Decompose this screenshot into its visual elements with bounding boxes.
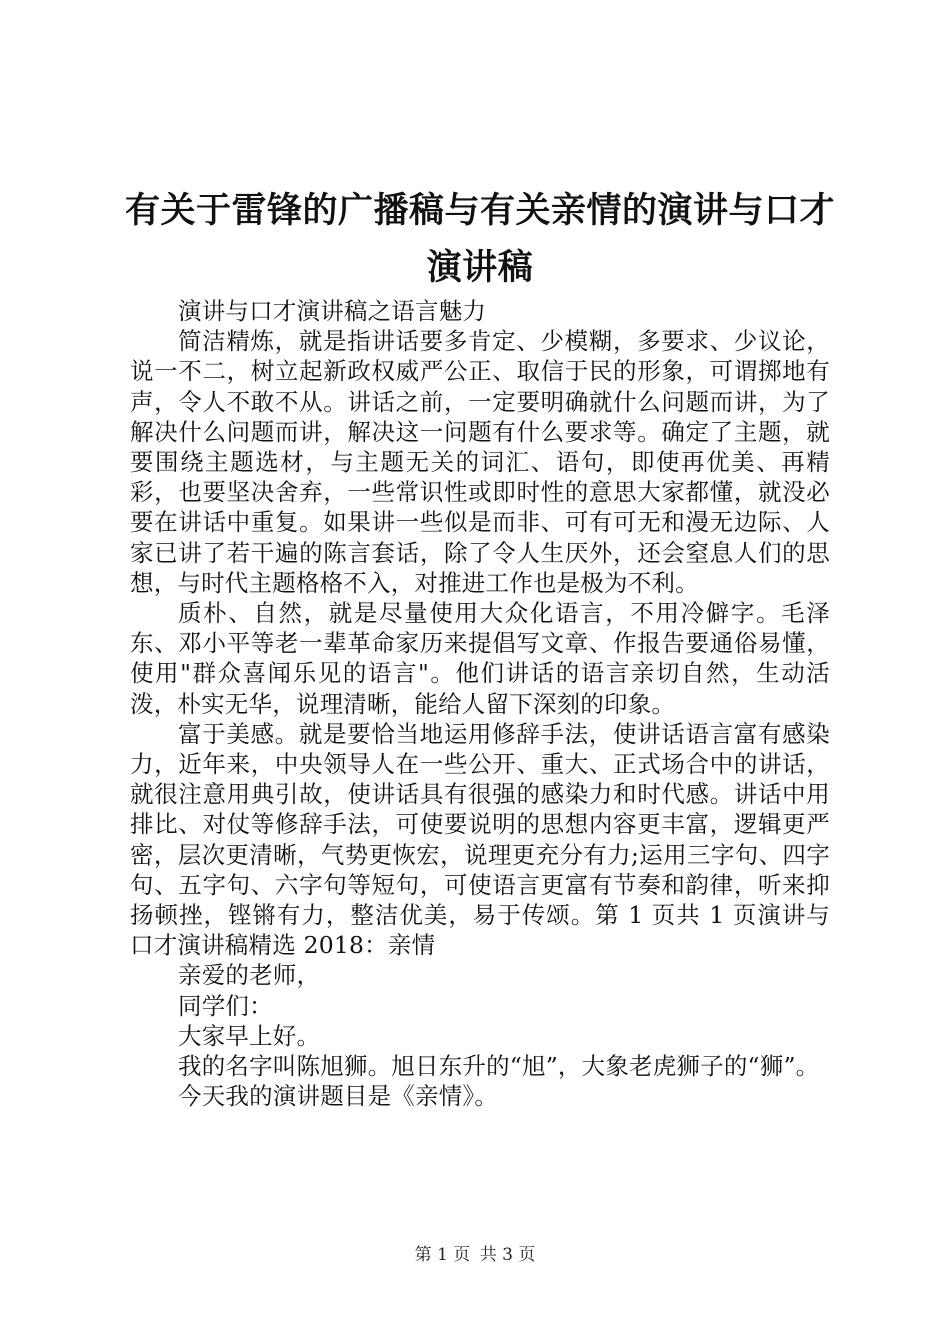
page-number: 第 1 页 (414, 1245, 471, 1265)
document-title-line2: 演讲稿 (426, 247, 534, 288)
paragraph-subtitle: 演讲与口才演讲稿之语言魅力 (178, 297, 487, 325)
paragraph-good-morning: 大家早上好。 (178, 1021, 321, 1050)
page-total: 共 3 页 (479, 1245, 536, 1265)
document-body (130, 296, 830, 1111)
document-title-line1: 有关于雷锋的广播稿与有关亲情的演讲与口才 (124, 190, 835, 231)
paragraph-greeting-teacher: 亲爱的老师， (178, 961, 321, 990)
paragraph-greeting-classmates: 同学们： (178, 991, 273, 1020)
paragraph-concise: 简洁精炼，就是指讲话要多肯定、少模糊，多要求、少议论，说一不二，树立起新政权威严公正、取信于民的形象，可谓掷地有声，令人不敢不从。讲话之前，一定要明确就什么问题而讲，为了解决什么问题而讲，解决这一问题有什么要求等。确定了主题，就要围绕主题选材，与主题无关的词汇、语句，即使再优美、再精彩，也要坚决舍弃，一些常识性或即时性的意思大家都懂，就没必要在讲话中重复。如果讲一些似是而非、可有可无和漫无边际、人家已讲了若干遍的陈言套话，除了令人生厌外，还会窒息人们的思想，与时代主题格格不入，对推进工作也是极为不利。 (130, 327, 830, 597)
paragraph-name: 我的名字叫陈旭狮。旭日东升的“旭”，大象老虎狮子的“狮”。 (178, 1052, 820, 1081)
paragraph-aesthetic: 富于美感。就是要恰当地运用修辞手法，使讲话语言富有感染力，近年来，中央领导人在一些公开、重大、正式场合中的讲话，就很注意用典引故，使讲话具有很强的感染力和时代感。讲话中用排比、对仗等修辞手法，可使要说明的思想内容更丰富，逻辑更严密，层次更清晰，气势更恢宏，说理更充分有力;运用三字句、四字句、五字句、六字句等短句，可使语言更富有节奏和韵律，听来抑扬顿挫，铿锵有力，整洁优美，易于传颂。第 1 页共 1 页演讲与口才演讲稿精选 2018：亲情 (130, 719, 830, 960)
paragraph-plain: 质朴、自然，就是尽量使用大众化语言，不用冷僻字。毛泽东、邓小平等老一辈革命家历来提倡写文章、作报告要通俗易懂，使用"群众喜闻乐见的语言"。他们讲话的语言亲切自然，生动活泼，朴实无华，说理清晰，能给人留下深刻的印象。 (130, 599, 830, 718)
paragraph-topic: 今天我的演讲题目是《亲情》。 (178, 1082, 499, 1111)
page-footer (0, 1240, 950, 1265)
